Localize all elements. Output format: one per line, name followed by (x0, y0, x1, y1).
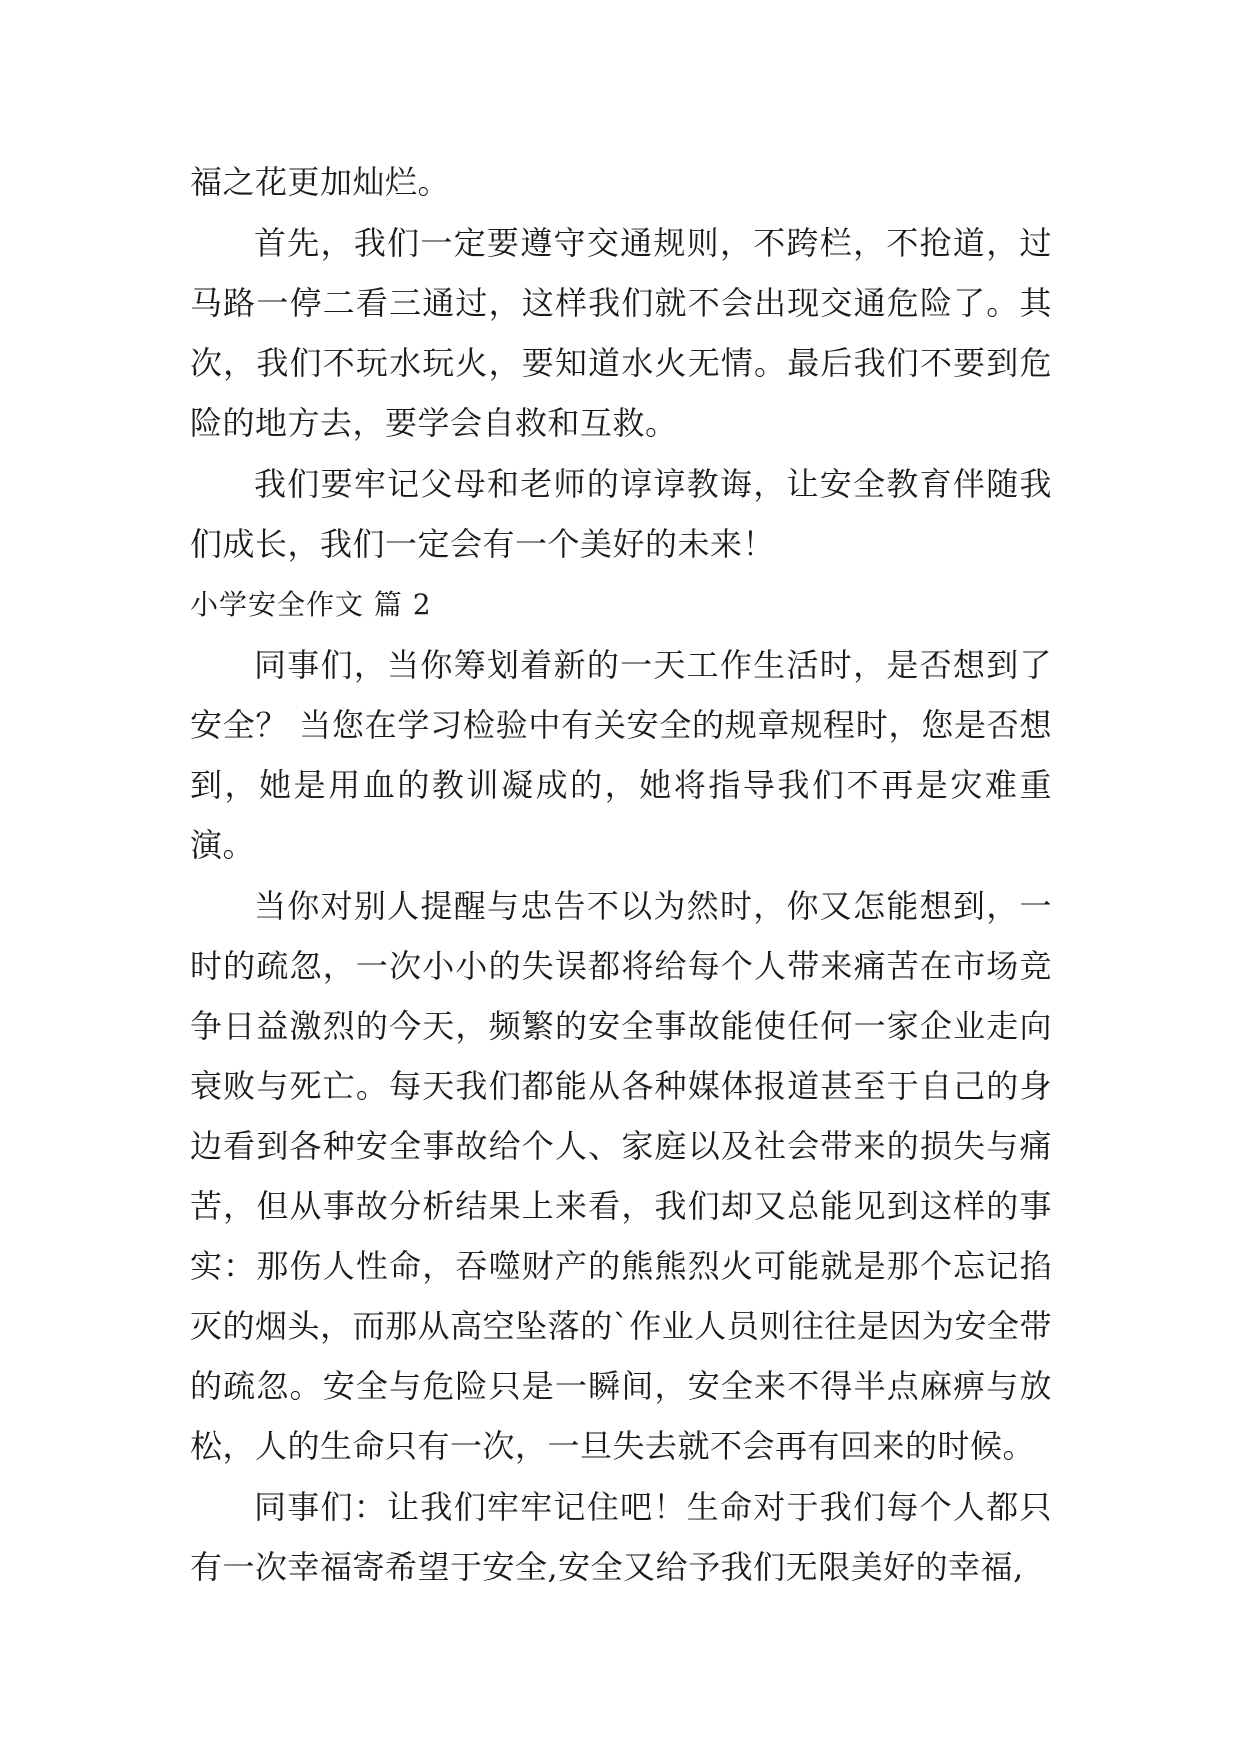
paragraph-closing: 同事们：让我们牢牢记住吧！生命对于我们每个人都只有一次幸福寄希望于安全,安全又给予我们无限美好的幸福, (190, 1488, 1052, 1586)
paragraph-continuation: 福之花更加灿烂。 (190, 163, 451, 201)
paragraph-negligence: 当你对别人提醒与忠告不以为然时，你又怎能想到，一时的疏忽，一次小小的失误都将给每个人带来痛苦在市场竞争日益激烈的今天，频繁的安全事故能使任何一家企业走向衰败与死亡。每天我们都能从各种媒体报道甚至于自己的身边看到各种安全事故给个人、家庭以及社会带来的损失与痛苦，但从事故分析结果上来看，我们却又总能见到这样的事实：那伤人性命，吞噬财产的熊熊烈火可能就是那个忘记掐灭的烟头，而那从高空坠落的`作业人员则往往是因为安全带的疏忽。安全与危险只是一瞬间，安全来不得半点麻痹与放松，人的生命只有一次，一旦失去就不会再有回来的时候。 (190, 887, 1052, 1465)
paragraph-remember-teachings: 我们要牢记父母和老师的谆谆教诲，让安全教育伴随我们成长，我们一定会有一个美好的未来！ (190, 465, 1052, 563)
document-body (190, 152, 1052, 1598)
section-heading: 小学安全作文 篇 2 (190, 588, 432, 621)
paragraph-colleagues-safety: 同事们，当你筹划着新的一天工作生活时，是否想到了安全？ 当您在学习检验中有关安全的规章规程时，您是否想到，她是用血的教训凝成的，她将指导我们不再是灾难重演。 (190, 646, 1052, 864)
paragraph-traffic-rules: 首先，我们一定要遵守交通规则，不跨栏，不抢道，过马路一停二看三通过，这样我们就不会出现交通危险了。其次，我们不玩水玩火，要知道水火无情。最后我们不要到危险的地方去，要学会自救和互救。 (190, 224, 1052, 442)
